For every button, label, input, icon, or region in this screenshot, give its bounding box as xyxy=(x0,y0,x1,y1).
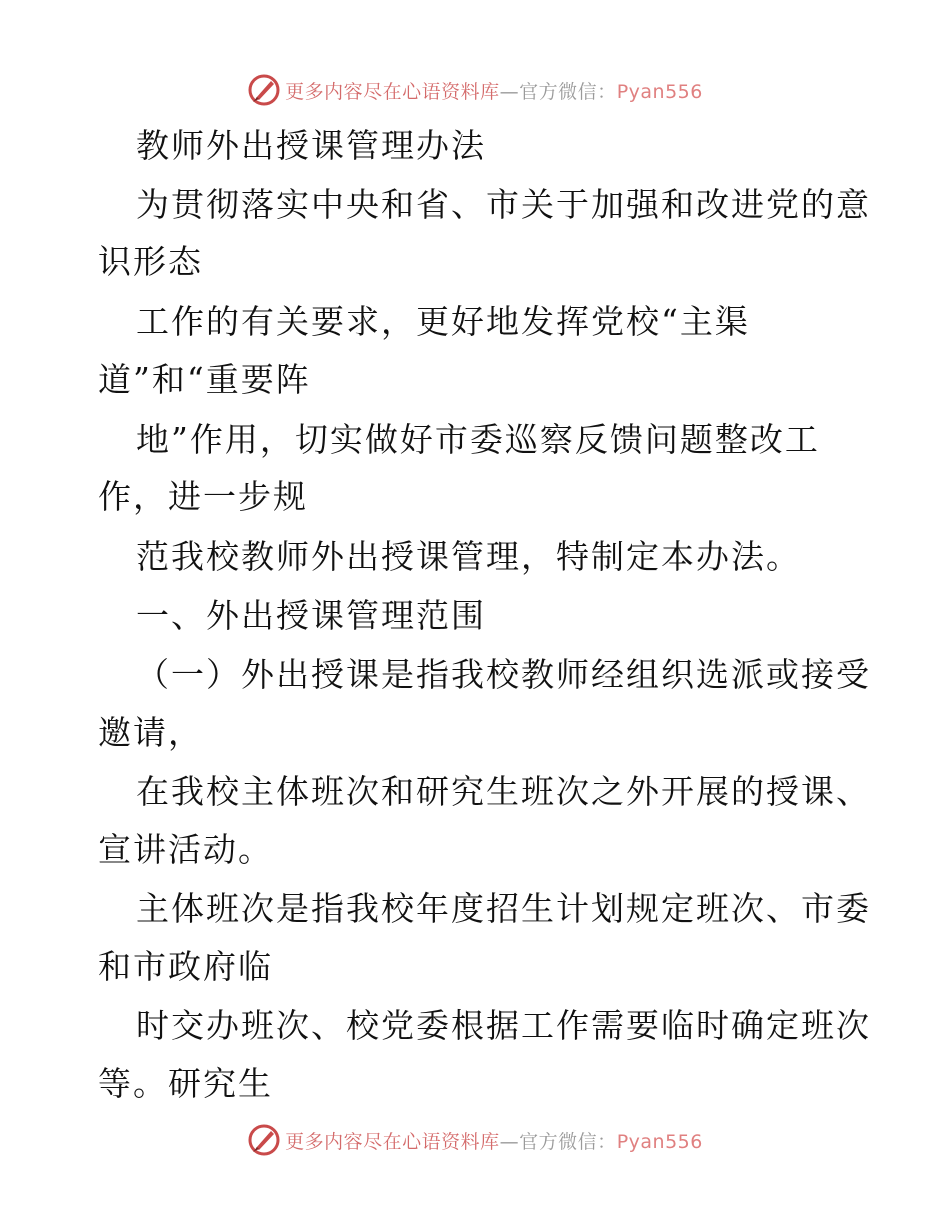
watermark-text xyxy=(285,1127,703,1154)
watermark-brand: 更多内容尽在心语资料库 xyxy=(285,80,500,103)
paragraph-line: 识形态 xyxy=(98,242,203,281)
quill-pen-logo-icon xyxy=(247,1123,281,1157)
paragraph-line: 等。研究生 xyxy=(98,1064,273,1103)
paragraph-line: 时交办班次、校党委根据工作需要临时确定班次 xyxy=(136,1006,871,1045)
watermark-wechat-id: Pyan556 xyxy=(616,1130,703,1153)
watermark-brand: 更多内容尽在心语资料库 xyxy=(285,1130,500,1153)
paragraph-line: （一）外出授课是指我校教师经组织选派或接受 xyxy=(136,655,871,694)
watermark-wechat-id: Pyan556 xyxy=(616,80,703,103)
paragraph-line: 在我校主体班次和研究生班次之外开展的授课、 xyxy=(136,772,871,811)
watermark-label: 官方微信： xyxy=(519,80,617,103)
paragraph-line: 和市政府临 xyxy=(98,947,273,986)
paragraph-line: 道”和“重要阵 xyxy=(98,360,311,399)
paragraph-line: 工作的有关要求，更好地发挥党校“主渠 xyxy=(136,302,750,341)
paragraph-line: 作，进一步规 xyxy=(98,477,308,516)
footer-watermark xyxy=(0,1120,950,1160)
paragraph-line: 主体班次是指我校年度招生计划规定班次、市委 xyxy=(136,889,871,928)
watermark-separator: — xyxy=(499,80,520,103)
paragraph-line: 宣讲活动。 xyxy=(98,830,273,869)
paragraph-line: 范我校教师外出授课管理，特制定本办法。 xyxy=(136,537,801,576)
watermark-separator: — xyxy=(499,1130,520,1153)
document-title: 教师外出授课管理办法 xyxy=(136,126,486,165)
paragraph-line: 邀请， xyxy=(98,713,203,752)
paragraph-line: 地”作用，切实做好市委巡察反馈问题整改工 xyxy=(136,420,820,459)
paragraph-line: 为贯彻落实中央和省、市关于加强和改进党的意 xyxy=(136,185,871,224)
section-heading: 一、外出授课管理范围 xyxy=(136,596,486,635)
watermark-label: 官方微信： xyxy=(519,1130,617,1153)
